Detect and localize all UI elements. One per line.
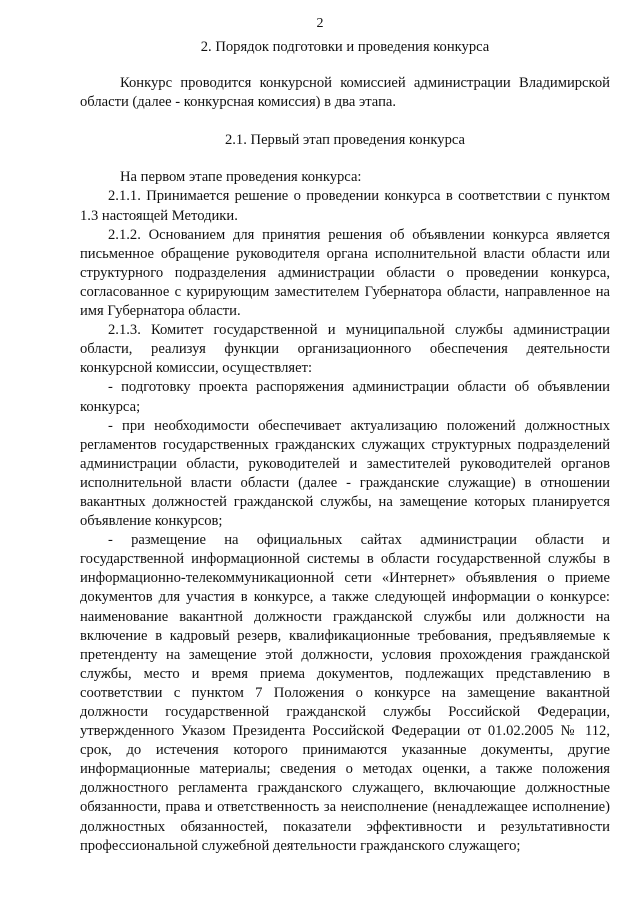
paragraph-2-1-2: 2.1.2. Основанием для принятия решения об объявлении конкурса является письменное обращение руководителя органа исполнительной власти области или структурного подразделения администрации области о проведении конкурса, согласованное с курирующим заместителем Губернатора области, направленное на имя Губернатора области.	[80, 226, 610, 320]
list-item-publication: - размещение на официальных сайтах администрации области и государственной информационной системы в области государственной службы в информационно-телекоммуникационной сети «Интернет» объявления о приеме документов для участия в конкурсе, а также следующей информации о конкурсе: наименование вакантной должности гражданской службы или должности на включение в кадровый резерв, квалификационные требования, предъявляемые к претенденту на замещение этой должности, условия прохождения гражданской службы, место и время приема документов, подлежащих представлению в соответствии с пунктом 7 Положения о конкурсе на замещение вакантной должности государственной гражданской службы Российской Федерации, утвержденного Указом Президента Российской Федерации от 01.02.2005 № 112, срок, до истечения которого принимаются указанные документы, другие информационные материалы; сведения о методах оценки, а также положения должностного регламента гражданского служащего, включающие должностные обязанности, права и ответственность за неисполнение (ненадлежащее исполнение) должностных обязанностей, показатели эффективности и результативности профессиональной служебной деятельности гражданского служащего;	[80, 532, 610, 854]
page-number: 2	[316, 16, 324, 31]
section-heading: 2. Порядок подготовки и проведения конкурса	[200, 39, 490, 55]
paragraph-2-1-1: 2.1.1. Принимается решение о проведении конкурса в соответствии с пунктом 1.3 настоящей Методики.	[80, 188, 610, 224]
list-item-regulations-update: - при необходимости обеспечивает актуализацию положений должностных регламентов государственных гражданских служащих структурных подразделений администрации области, руководителей и заместителей руководителей органов исполнительной власти области (далее - гражданские служащие) в отношении вакантных должностей гражданской службы, на замещение которых планируется объявление конкурсов;	[80, 417, 610, 530]
paragraph-first-stage-intro: На первом этапе проведения конкурса:	[120, 169, 362, 186]
document-body	[80, 38, 610, 856]
list-item-draft-order: - подготовку проекта распоряжения администрации области об объявлении конкурса;	[80, 379, 610, 415]
subsection-heading: 2.1. Первый этап проведения конкурса	[224, 132, 465, 149]
intro-paragraph: Конкурс проводится конкурсной комиссией администрации Владимирской области (далее - конкурсная комиссия) в два этапа.	[80, 75, 610, 111]
paragraph-2-1-3: 2.1.3. Комитет государственной и муниципальной службы администрации области, реализуя функции организационного обеспечения деятельности конкурсной комиссии, осуществляет:	[80, 322, 610, 377]
